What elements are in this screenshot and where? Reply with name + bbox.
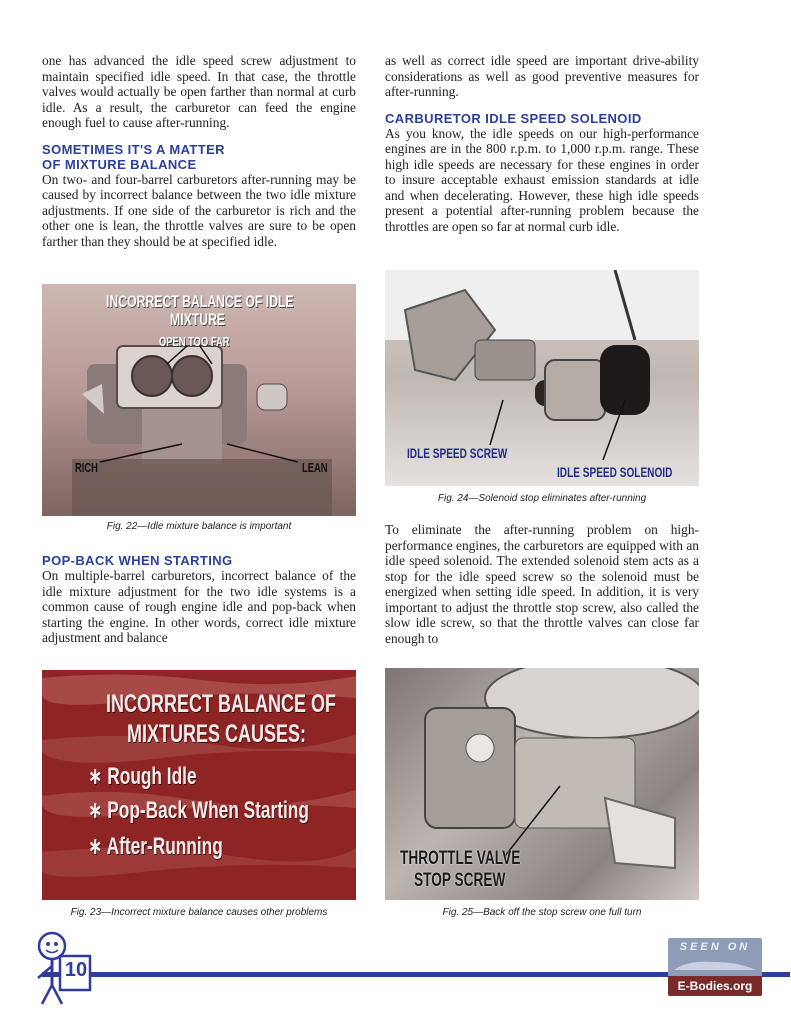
right-column: [385, 53, 699, 234]
fig22-label-lean: LEAN: [302, 460, 328, 475]
seen-on-badge: [668, 938, 762, 996]
right-paragraph-1: as well as correct idle speed are important drive-ability considerations as well as good preventive measures for after-running.: [385, 53, 699, 99]
fig24-label-idle-speed-solenoid: IDLE SPEED SOLENOID: [557, 464, 673, 480]
fig23-title-line1: INCORRECT BALANCE OF: [106, 690, 336, 718]
fig22-photo: [42, 284, 356, 516]
left-paragraph-2: On two- and four-barrel carburetors after-running may be caused by incorrect balance between the two idle mixture adjustments. If one side of the carburetor is rich and the other one is lean, the throttle valves are sure to be open farther than they should be at specified idle.: [42, 171, 356, 249]
fig24-label-idle-speed-screw: IDLE SPEED SCREW: [407, 445, 508, 461]
fig25-label-line2: STOP SCREW: [414, 870, 506, 891]
fig25-label-line1: THROTTLE VALVE: [400, 848, 521, 869]
fig22-label-rich: RICH: [75, 460, 98, 475]
fig22-caption: Fig. 22—Idle mixture balance is important: [106, 521, 292, 532]
heading-mixture-balance-line2: OF MIXTURE BALANCE: [42, 156, 197, 172]
left-paragraph-3: On multiple-barrel carburetors, incorrect balance of the idle mixture adjustment for the two idle systems is a common cause of rough engine idle and pop-back when starting the engine. In other words, correct idle mixture adjustment and balance: [42, 568, 356, 645]
left-column: [42, 53, 356, 249]
left-paragraph-1: one has advanced the idle speed screw adjustment to maintain specified idle speed. In that case, the throttle valves would actually be open farther than normal at curb idle. As a result, the carburetor can feed the engine enough fuel to cause after-running.: [42, 53, 356, 130]
car-silhouette-icon: [668, 956, 762, 976]
heading-idle-speed-solenoid: CARBURETOR IDLE SPEED SOLENOID: [385, 110, 642, 126]
fig22-label-open-too-far: OPEN TOO FAR: [159, 334, 230, 349]
heading-mixture-balance-line1: SOMETIMES IT'S A MATTER: [42, 141, 225, 157]
page-number: 10: [64, 959, 88, 981]
fig25-photo: [385, 668, 699, 900]
fig23-slide: [42, 670, 356, 900]
fig23-item-after-running: ∗ After-Running: [88, 833, 223, 860]
right-column-lower: [385, 522, 699, 646]
fig24-photo: [385, 270, 699, 486]
fig22-title-line1: INCORRECT BALANCE OF IDLE: [106, 292, 294, 311]
fig23-item-rough-idle: ∗ Rough Idle: [88, 763, 197, 790]
left-column-lower: [42, 553, 356, 646]
right-paragraph-2: As you know, the idle speeds on our high-performance engines are in the 800 r.p.m. to 1,000 r.p.m. range. These high idle speeds are necessary for these engines in order to insure acceptable exhaust emission standards at idle and when decelerating. However, these high idle speeds present a potential after-running problem because the throttles are open so far at normal curb idle.: [385, 125, 699, 234]
fig23-caption: Fig. 23—Incorrect mixture balance causes other problems: [70, 907, 328, 918]
fig22-title-line2: MIXTURE: [170, 310, 226, 329]
fig24-caption: Fig. 24—Solenoid stop eliminates after-running: [437, 493, 647, 504]
heading-pop-back: POP-BACK WHEN STARTING: [42, 553, 233, 568]
right-paragraph-3: To eliminate the after-running problem on high-performance engines, the carburetors are equipped with an idle speed solenoid. The extended solenoid stem acts as a stop for the idle speed screw so the solenoid must be energized when setting idle speed. In addition, it is very important to adjust the throttle stop screw, also called the slow idle screw, so that the throttle valves can close far enough to: [385, 522, 699, 646]
fig23-title-line2: MIXTURES CAUSES:: [127, 720, 307, 748]
badge-top-text: SEEN ON: [679, 941, 751, 953]
fig23-item-pop-back: ∗ Pop-Back When Starting: [88, 797, 309, 824]
badge-bottom-text: E-Bodies.org: [668, 976, 762, 996]
footer-mascot: [30, 930, 94, 1010]
fig25-caption: Fig. 25—Back off the stop screw one full turn: [442, 907, 642, 918]
